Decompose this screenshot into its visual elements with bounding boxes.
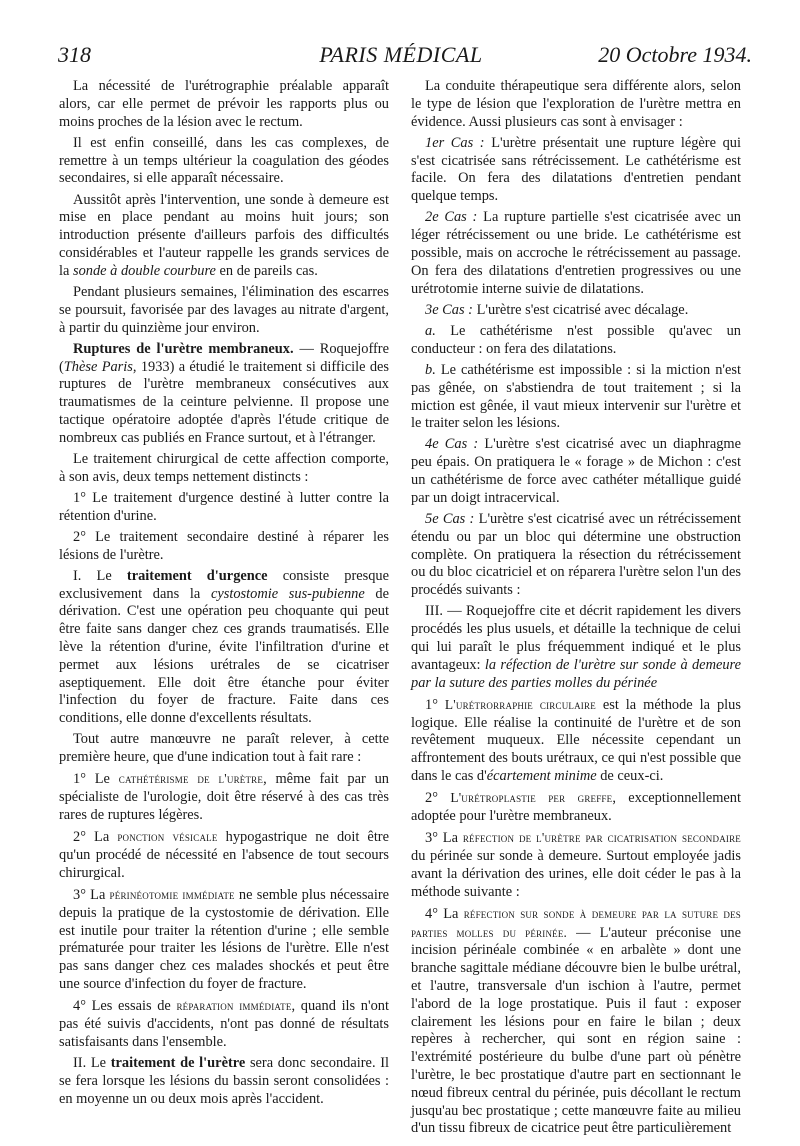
- paragraph: Aussitôt après l'intervention, une sonde à demeure est mise en place pendant au moins huit jours; son introduction présente d'ailleurs parfois des difficultés considérables et l'auteur rappelle les grands services de la sonde à double courbure en de pareils cas.: [59, 191, 389, 279]
- paragraph: III. — Roquejoffre cite et décrit rapidement les divers procédés les plus usuels, et détaille la technique de celui qui lui paraît le plus fréquemment indiqué et le plus avantageux: la réfection de l'urètre sur sonde à demeure par la suture des parties molles du périnée: [411, 603, 741, 691]
- paragraph: Le traitement chirurgical de cette affection comporte, à son avis, deux temps nettement distincts :: [59, 450, 389, 485]
- journal-title: PARIS MÉDICAL: [319, 42, 483, 67]
- list-item: 4° La réfection sur sonde à demeure par la suture des parties molles du périnée. — L'auteur préconise une incision périnéale combinée « en arbalète » dont une branche sagittale médiane découvre bien le bulbe urétral, et l'autre, transversale d'un ischion à l'autre, permet l'abord de la loge prostatique. Puis il faut : exposer clairement les lésions pour en faire le bilan ; deux repères à rechercher, qui sont en région saine : l'extrémité postérieure du bulbe d'une part où pénètre l'urètre, le bec prostatique d'autre part en sectionnant le nœud fibreux central du périnée, puis décollant le rectum jusqu'au bec prostatique ; cette manœuvre faite au milieu d'un tissu fibreux de cicatrice peut être particulièrement: [411, 905, 741, 1137]
- list-item: 2° Le traitement secondaire destiné à réparer les lésions de l'urètre.: [59, 528, 389, 563]
- list-item: 2° La ponction vésicale hypogastrique ne doit être qu'un procédé de nécessité en l'absence de tout secours chirurgical.: [59, 829, 389, 881]
- page-number: 318: [58, 42, 91, 67]
- case-paragraph: 3e Cas : L'urètre s'est cicatrisé avec décalage.: [425, 301, 689, 318]
- list-item: 1° Le cathétérisme de l'urètre, même fait par un spécialiste de l'urologie, doit être réservé à des cas très rares de ruptures légères.: [59, 771, 390, 823]
- paragraph: I. Le traitement d'urgence consiste presque exclusivement dans la cystostomie sus-pubienne de dérivation. C'est une opération peu choquante qui peut être faite sans danger chez ces grands traumatisés. Elle lève la rétention d'urine, évite l'infiltration d'urine et permet aux lésions urétrales de se cicatriser aseptiquement. Elle doit être étanche pour éviter l'infection du foyer de fracture. Faite dans ces conditions, elle donne d'excellents résultats.: [59, 567, 390, 727]
- list-item: 3° La périnéotomie immédiate ne semble plus nécessaire depuis la pratique de la cystostomie de dérivation. Elle est inutile pour traiter la rétention d'urine ; elle semble prématurée pour traiter les lésions de l'urètre. Elle n'est pas sans danger chez ces malades shockés et peut être une source d'infection du foyer de fracture.: [59, 886, 390, 992]
- left-column: [59, 78, 389, 1112]
- paragraph: Pendant plusieurs semaines, l'élimination des escarres se poursuit, favorisée par des lavages au nitrate d'argent, à partir du quinzième jour environ.: [59, 283, 389, 336]
- section-heading: Ruptures de l'urètre membraneux.: [73, 340, 294, 357]
- list-item: 3° La réfection de l'urètre par cicatrisation secondaire du périnée sur sonde à demeure. Surtout employée jadis avant la dérivation des urines, elle doit céder le pas à la méthode suivante :: [411, 830, 741, 900]
- case-subparagraph: a. Le cathétérisme n'est possible qu'avec un conducteur : on fera des dilatations.: [411, 322, 741, 357]
- case-subparagraph: b. Le cathétérisme est impossible : si la miction n'est pas gênée, on s'abstiendra de tout traitement ; si la miction est gênée, il vaut mieux intervenir sur l'urètre et le traiter selon les lésions.: [411, 361, 741, 432]
- case-paragraph: 1er Cas : L'urètre présentait une rupture légère qui s'est cicatrisée sans rétrécissement. Le cathétérisme est facile. On fera des dilatations d'entretien pendant quelque temps.: [411, 134, 741, 205]
- paragraph: La nécessité de l'urétrographie préalable apparaît alors, car elle permet de prévoir les rapports plus ou moins proches de la lésion avec le rectum.: [59, 78, 389, 130]
- section-paragraph: Ruptures de l'urètre membraneux. — Roquejoffre (Thèse Paris, 1933) a étudié le traitement si difficile des ruptures de l'urètre membraneux consécutives aux traumatismes de la ceinture pelvienne. Il propose une tactique opératoire adoptée d'après l'étude critique de nombreux cas publiés en France surtout, et à l'étranger.: [59, 340, 390, 446]
- issue-date: 20 Octobre 1934.: [598, 42, 752, 67]
- page-header: [50, 42, 752, 72]
- list-item: 1° L'urétrorraphie circulaire est la méthode la plus logique. Elle réalise la continuité de l'urètre et de son revêtement muqueux. Elle nécessite cependant un affrontement des bouts urétraux, ce qui n'est possible que dans le cas d'écartement minime de ceux-ci.: [411, 696, 741, 784]
- case-paragraph: 4e Cas : L'urètre s'est cicatrisé avec un diaphragme peu épais. On pratiquera le « forage » de Michon : c'est un cathétérisme de force avec cathéter métallique guidé par un doigt intracervical.: [411, 436, 742, 506]
- list-item: 2° L'urétroplastie per greffe, exceptionnellement adoptée pour l'urètre membraneux.: [411, 790, 741, 824]
- paragraph: II. Le traitement de l'urètre sera donc secondaire. Il se fera lorsque les lésions du bassin seront consolidées : en moyenne un ou deux mois après l'accident.: [59, 1054, 390, 1107]
- case-paragraph: 5e Cas : L'urètre s'est cicatrisé avec un rétrécissement étendu ou par un bloc qui détermine une obstruction complète. On pratiquera la résection du rétrécissement ou du bloc cicatriciel et on réparera l'urètre selon l'un des procédés suivants :: [411, 511, 741, 599]
- list-item: 1° Le traitement d'urgence destiné à lutter contre la rétention d'urine.: [59, 489, 389, 524]
- paragraph: Tout autre manœuvre ne paraît relever, à cette première heure, que d'une indication tout à fait rare :: [59, 731, 389, 766]
- case-paragraph: 2e Cas : La rupture partielle s'est cicatrisée avec un léger rétrécissement ou une bride. Le cathétérisme est possible, mais on accroche le rétrécissement au passage. On fera des dilatations d'entretien progressives ou une urétrotomie interne suivie de dilatations.: [411, 209, 742, 297]
- paragraph: La conduite thérapeutique sera différente alors, selon le type de lésion que l'exploration de l'urètre mettra en évidence. Aussi plusieurs cas sont à envisager :: [411, 78, 741, 130]
- right-column: [411, 78, 741, 1142]
- paragraph: Il est enfin conseillé, dans les cas complexes, de remettre à un temps ultérieur la coagulation des géodes secondaires, si elle apparaît nécessaire.: [59, 134, 389, 187]
- list-item: 4° Les essais de réparation immédiate, quand ils n'ont pas été suivis d'accidents, n'ont pas donné de résultats satisfaisants dans l'ensemble.: [59, 998, 389, 1050]
